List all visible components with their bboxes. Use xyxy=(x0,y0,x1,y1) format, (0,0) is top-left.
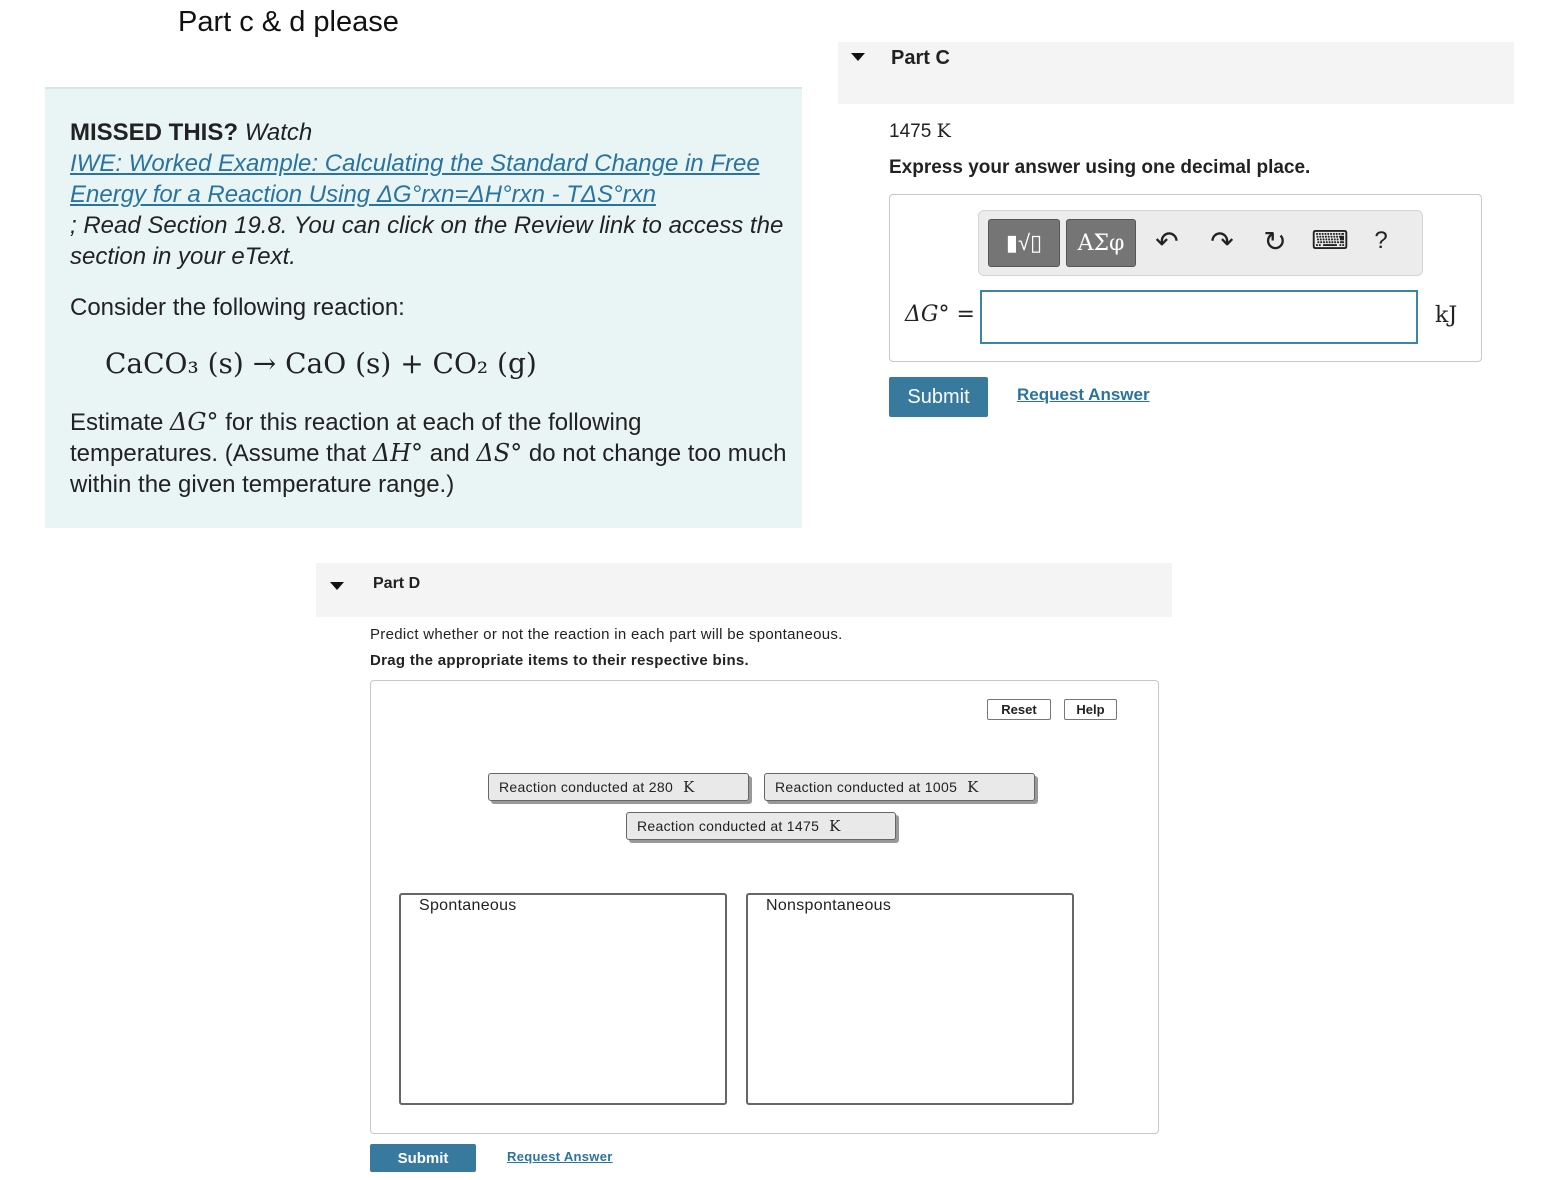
answer-input[interactable] xyxy=(980,290,1418,344)
and-word: and xyxy=(429,440,470,467)
read-section-text: ; Read Section 19.8. You can click on the Review link to access the section in your eText. xyxy=(70,212,784,270)
worked-example-link[interactable]: IWE: Worked Example: Calculating the Standard Change in Free Energy for a Reaction Using ΔG°rxn=ΔH°rxn - TΔS°rxn xyxy=(70,150,760,208)
estimate-part-1: Estimate xyxy=(70,409,164,436)
part-d-submit-button[interactable]: Submit xyxy=(370,1144,476,1172)
part-d-prompt: Predict whether or not the reaction in each part will be spontaneous. xyxy=(370,626,843,643)
part-d-instruction: Drag the appropriate items to their respective bins. xyxy=(370,652,750,669)
part-c-title: Part C xyxy=(891,47,950,69)
part-d-header[interactable] xyxy=(316,563,1172,617)
drag-item-unit: K xyxy=(967,778,979,796)
collapse-caret-icon[interactable] xyxy=(851,53,865,61)
reset-button[interactable]: Reset xyxy=(987,699,1051,720)
estimate-text xyxy=(70,407,790,500)
bin-label: Spontaneous xyxy=(415,897,521,915)
symbols-button[interactable]: ΑΣφ xyxy=(1066,219,1136,267)
collapse-caret-icon[interactable] xyxy=(330,582,344,590)
reaction-equation: CaCO₃ (s) → CaO (s) + CO₂ (g) xyxy=(105,347,537,380)
delta-s-symbol: ΔS° xyxy=(476,439,523,467)
reset-icon[interactable]: ↻ xyxy=(1263,226,1287,257)
drag-item-1005k[interactable] xyxy=(764,773,1035,801)
drag-item-unit: K xyxy=(829,817,841,835)
estimate-part-2: for this reaction at each of the following temperatures. (Assume that xyxy=(70,409,642,467)
help-icon[interactable]: ? xyxy=(1374,227,1388,254)
temperature-value: 1475 xyxy=(889,121,932,142)
note-text: Part c & d please xyxy=(178,6,399,38)
part-c-request-answer-link[interactable]: Request Answer xyxy=(1017,385,1150,404)
delta-g-symbol: ΔG° xyxy=(170,408,219,436)
undo-icon[interactable]: ↶ xyxy=(1155,226,1179,257)
answer-label: ΔG° = xyxy=(905,302,975,327)
delta-h-symbol: ΔH° xyxy=(372,439,424,467)
bin-spontaneous[interactable] xyxy=(399,893,727,1105)
part-c-temperature xyxy=(889,120,951,143)
math-toolbar xyxy=(978,210,1423,276)
part-d-request-answer-link[interactable]: Request Answer xyxy=(507,1149,613,1164)
temperature-unit: K xyxy=(936,120,951,142)
drag-item-label: Reaction conducted at 1475 xyxy=(637,818,820,834)
info-panel xyxy=(45,87,802,528)
drag-item-unit: K xyxy=(683,778,695,796)
missed-label: MISSED THIS? xyxy=(70,119,239,146)
redo-icon[interactable]: ↷ xyxy=(1210,226,1234,257)
bin-label: Nonspontaneous xyxy=(762,897,895,915)
drag-item-label: Reaction conducted at 280 xyxy=(499,779,674,795)
templates-button[interactable]: ▮√▯ xyxy=(988,219,1060,267)
watch-label: Watch xyxy=(244,119,313,146)
consider-text: Consider the following reaction: xyxy=(70,294,405,321)
help-button[interactable]: Help xyxy=(1064,699,1117,720)
drag-item-1475k[interactable] xyxy=(626,812,896,840)
keyboard-icon[interactable]: ⌨ xyxy=(1311,225,1349,255)
drag-item-label: Reaction conducted at 1005 xyxy=(775,779,958,795)
answer-unit: kJ xyxy=(1435,303,1458,328)
part-d-title: Part D xyxy=(373,575,421,592)
drag-item-280k[interactable] xyxy=(488,773,749,801)
part-c-header[interactable] xyxy=(838,42,1514,104)
estimate-part-3: do not change too much within the given temperature range.) xyxy=(70,440,787,498)
part-c-submit-button[interactable]: Submit xyxy=(889,377,988,417)
missed-this-block xyxy=(70,117,790,272)
part-c-instruction: Express your answer using one decimal place. xyxy=(889,157,1311,178)
bin-nonspontaneous[interactable] xyxy=(746,893,1074,1105)
